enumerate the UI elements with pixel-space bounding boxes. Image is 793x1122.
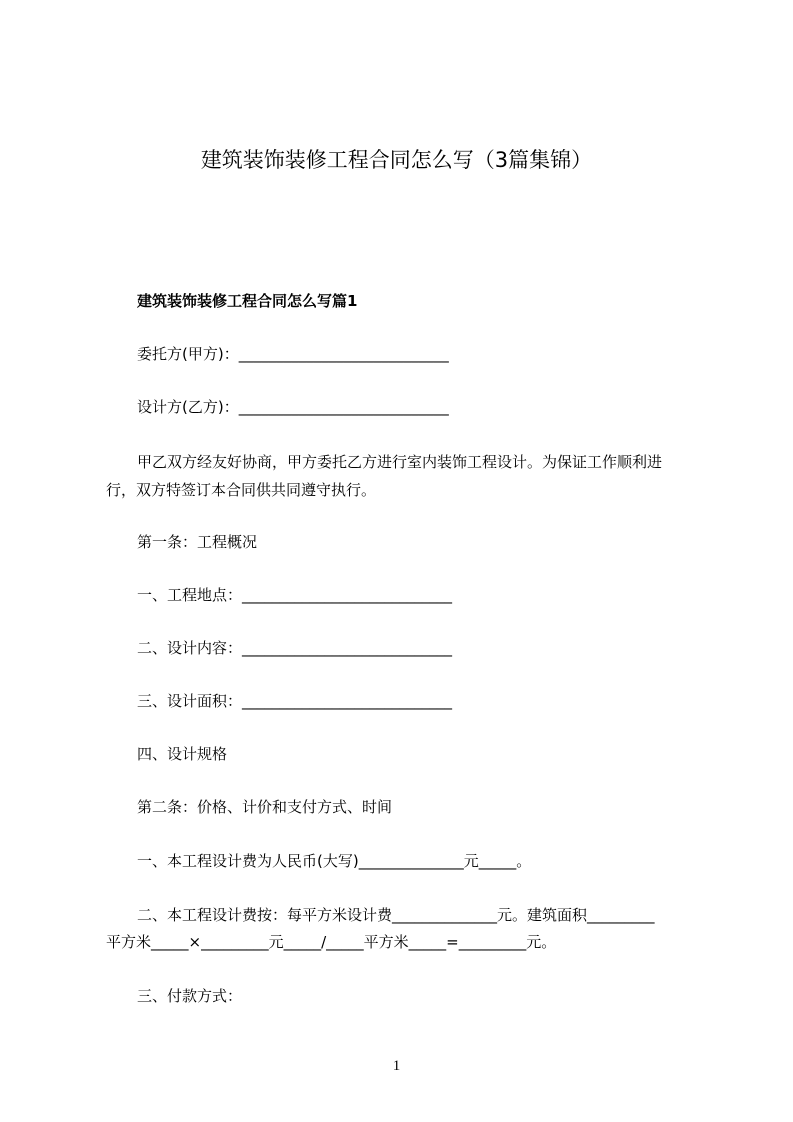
section-heading: 建筑装饰装修工程合同怎么写篇1 bbox=[137, 292, 358, 310]
intro-paragraph-line-1: 甲乙双方经友好协商，甲方委托乙方进行室内装饰工程设计。为保证工作顺利进 bbox=[137, 453, 663, 471]
item-design-area: 三、设计面积：____________________________ bbox=[137, 692, 453, 710]
document-title: 建筑装饰装修工程合同怎么写（3篇集锦） bbox=[200, 148, 593, 172]
item-design-spec: 四、设计规格 bbox=[137, 745, 228, 763]
page-number: 1 bbox=[392, 1058, 401, 1074]
item-project-location: 一、工程地点：____________________________ bbox=[137, 586, 453, 604]
party-b-line: 设计方(乙方)：____________________________ bbox=[137, 398, 449, 416]
article-2-heading: 第二条：价格、计价和支付方式、时间 bbox=[137, 798, 393, 816]
party-a-line: 委托方(甲方)：____________________________ bbox=[137, 345, 449, 363]
fee-calculation-line-1: 二、本工程设计费按：每平方米设计费______________元。建筑面积_________ bbox=[137, 906, 655, 924]
fee-total-line: 一、本工程设计费为人民币(大写)______________元_____。 bbox=[137, 852, 532, 870]
article-1-heading: 第一条：工程概况 bbox=[137, 533, 258, 551]
fee-calculation-line-2: 平方米_____×_________元_____/_____平方米_____=_________元。 bbox=[106, 933, 557, 951]
intro-paragraph-line-2: 行，双方特签订本合同供共同遵守执行。 bbox=[106, 481, 377, 499]
item-design-content: 二、设计内容：____________________________ bbox=[137, 639, 453, 657]
payment-method-line: 三、付款方式： bbox=[137, 987, 243, 1005]
